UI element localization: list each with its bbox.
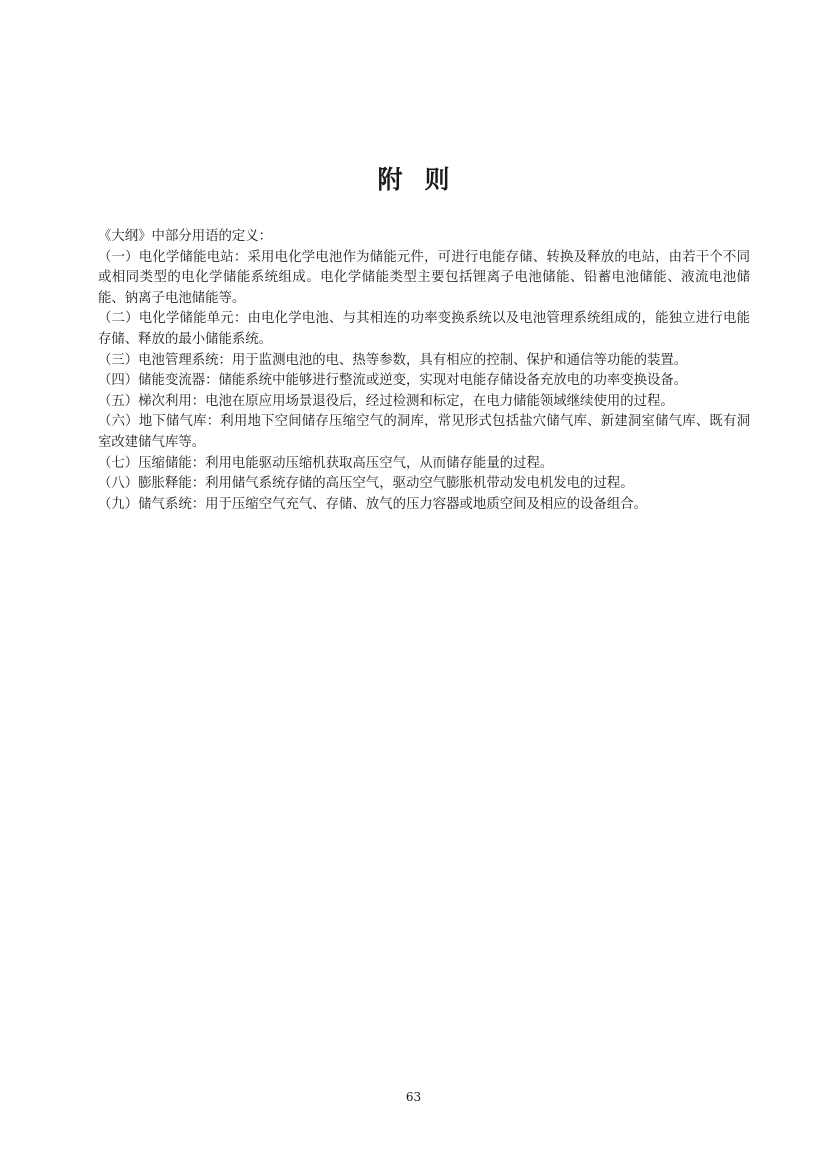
definition-item: （二）电化学储能单元：由电化学电池、与其相连的功率变换系统以及电池管理系统组成的，能独立进行电能存储、释放的最小储能系统。 — [98, 311, 750, 347]
definition-item: （五）梯次利用：电池在原应用场景退役后，经过检测和标定，在电力储能领域继续使用的过程。 — [98, 393, 674, 409]
definitions-section — [98, 227, 750, 515]
definition-item: （四）储能变流器：储能系统中能够进行整流或逆变，实现对电能存储设备充放电的功率变换设备。 — [98, 373, 688, 389]
definition-item: （七）压缩储能：利用电能驱动压缩机获取高压空气，从而储存能量的过程。 — [98, 455, 554, 471]
page-number: 63 — [405, 1090, 422, 1104]
definition-item: （三）电池管理系统：用于监测电池的电、热等参数，具有相应的控制、保护和通信等功能的装置。 — [98, 352, 688, 368]
definition-item: （六）地下储气库：利用地下空间储存压缩空气的洞库，常见形式包括盐穴储气库、新建洞室储气库、既有洞室改建储气库等。 — [98, 414, 750, 450]
intro-text: 《大纲》中部分用语的定义： — [98, 229, 273, 244]
definition-item: （九）储气系统：用于压缩空气充气、存储、放气的压力容器或地质空间及相应的设备组合。 — [98, 496, 648, 512]
page-title: 附则 — [377, 165, 472, 194]
definition-item: （八）膨胀释能：利用储气系统存储的高压空气，驱动空气膨胀机带动发电机发电的过程。 — [98, 476, 634, 492]
definition-item: （一）电化学储能电站：采用电化学电池作为储能元件，可进行电能存储、转换及释放的电站，由若干个不同或相同类型的电化学储能系统组成。电化学储能类型主要包括锂离子电池储能、铅蓄电池储能、液流电池储能、钠离子电池储能等。 — [98, 249, 750, 306]
